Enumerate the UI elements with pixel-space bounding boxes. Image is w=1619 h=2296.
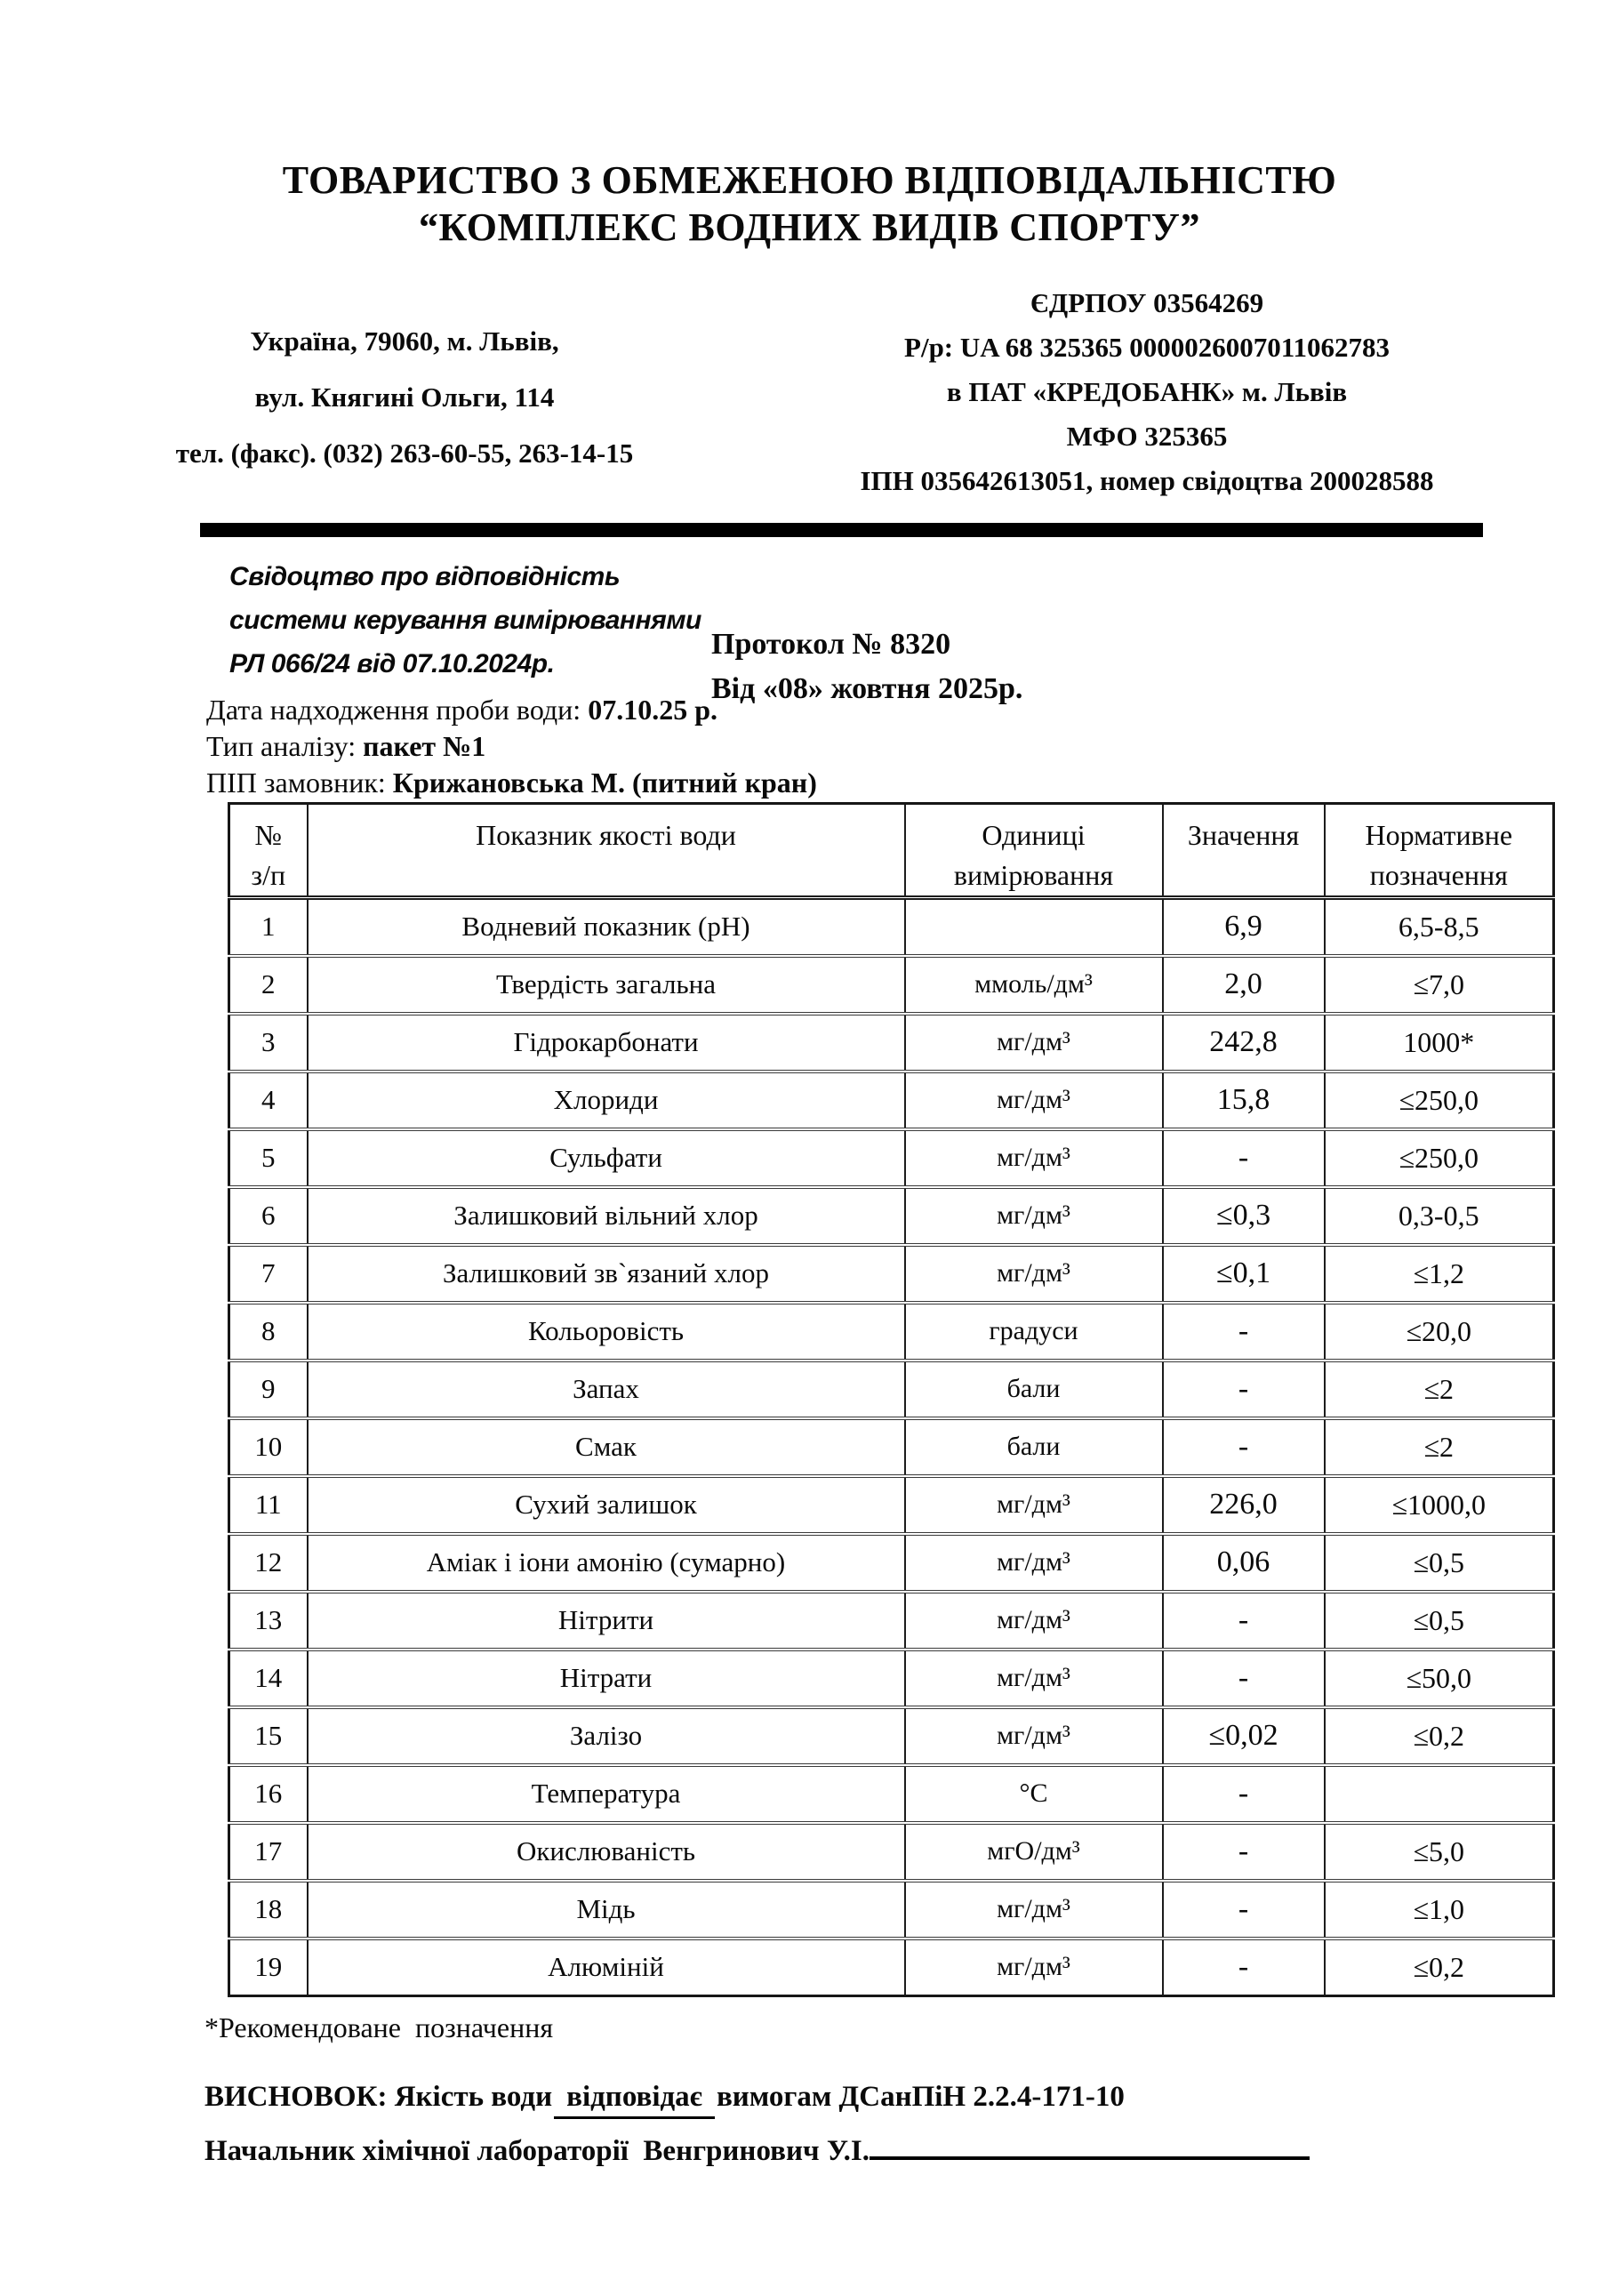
- cell-num: 7: [229, 1245, 308, 1303]
- cell-value: 242,8: [1163, 1014, 1325, 1072]
- cell-num: 8: [229, 1303, 308, 1361]
- cell-units: мг/дм³: [905, 1650, 1163, 1707]
- cell-indicator: Водневий показник (рН): [308, 898, 905, 956]
- cell-units: мг/дм³: [905, 1592, 1163, 1650]
- cell-units: мг/дм³: [905, 1534, 1163, 1592]
- cell-num: 10: [229, 1418, 308, 1476]
- client-line: [206, 765, 817, 801]
- signature-blank-line: [870, 2133, 1310, 2160]
- cell-norm: 6,5-8,5: [1325, 898, 1554, 956]
- cell-units: [905, 898, 1163, 956]
- cell-indicator: Хлориди: [308, 1072, 905, 1129]
- table-row: [229, 1765, 1554, 1823]
- cell-num: 18: [229, 1881, 308, 1939]
- conclusion-suffix: вимогам ДСанПіН 2.2.4-171-10: [716, 2081, 1125, 2113]
- cell-value: -: [1163, 1129, 1325, 1187]
- conclusion-verdict: відповідає: [554, 2077, 715, 2119]
- cell-indicator: Аміак і іони амонію (сумарно): [308, 1534, 905, 1592]
- table-row: [229, 1129, 1554, 1187]
- cell-value: -: [1163, 1765, 1325, 1823]
- table-row: [229, 956, 1554, 1014]
- company-title-line2: “КОМПЛЕКС ВОДНИХ ВИДІВ СПОРТУ”: [419, 205, 1200, 249]
- cell-value: -: [1163, 1361, 1325, 1418]
- bank-line: Р/р: UA 68 325365 0000026007011062783: [904, 332, 1390, 363]
- cell-norm: ≤2: [1325, 1418, 1554, 1476]
- cell-indicator: Мідь: [308, 1881, 905, 1939]
- cell-indicator: Залишковий вільний хлор: [308, 1187, 905, 1245]
- cell-norm: ≤250,0: [1325, 1129, 1554, 1187]
- cell-norm: 0,3-0,5: [1325, 1187, 1554, 1245]
- table-row: [229, 1707, 1554, 1765]
- cell-num: 4: [229, 1072, 308, 1129]
- certificate-note: [229, 555, 701, 686]
- cell-units: градуси: [905, 1303, 1163, 1361]
- cell-norm: ≤0,5: [1325, 1534, 1554, 1592]
- water-quality-table: [228, 802, 1555, 1997]
- cell-value: 15,8: [1163, 1072, 1325, 1129]
- cell-norm: ≤5,0: [1325, 1823, 1554, 1881]
- signature-title: Начальник хімічної лабораторії Венгринович У.І.: [204, 2135, 870, 2167]
- sample-date-value: 07.10.25 р.: [588, 694, 717, 726]
- cell-value: ≤0,3: [1163, 1187, 1325, 1245]
- header-indicator: Показник якості води: [308, 804, 905, 898]
- client-label: ПІП замовник:: [206, 767, 393, 799]
- cell-value: -: [1163, 1650, 1325, 1707]
- address-line: Україна, 79060, м. Львів,: [250, 325, 559, 357]
- analysis-type-label: Тип аналізу:: [206, 730, 364, 762]
- cell-norm: [1325, 1765, 1554, 1823]
- bank-line: ІПН 035642613051, номер свідоцтва 200028588: [860, 465, 1434, 496]
- cell-num: 17: [229, 1823, 308, 1881]
- cell-value: 226,0: [1163, 1476, 1325, 1534]
- table-row: [229, 898, 1554, 956]
- cell-units: ммоль/дм³: [905, 956, 1163, 1014]
- table-row: [229, 1650, 1554, 1707]
- cell-indicator: Температура: [308, 1765, 905, 1823]
- cell-units: мг/дм³: [905, 1881, 1163, 1939]
- cell-num: 1: [229, 898, 308, 956]
- certificate-line: системи керування вимірюваннями: [229, 606, 701, 635]
- header-num: № з/п: [229, 804, 308, 898]
- cell-indicator: Окислюваність: [308, 1823, 905, 1881]
- cell-norm: ≤0,2: [1325, 1939, 1554, 1996]
- analysis-type-value: пакет №1: [363, 730, 486, 762]
- cell-units: мг/дм³: [905, 1939, 1163, 1996]
- cell-units: °С: [905, 1765, 1163, 1823]
- conclusion-line: [204, 2077, 1310, 2119]
- table-row: [229, 1939, 1554, 1996]
- cell-units: мг/дм³: [905, 1707, 1163, 1765]
- cell-units: мг/дм³: [905, 1187, 1163, 1245]
- table-header-row: [229, 804, 1554, 898]
- cell-num: 13: [229, 1592, 308, 1650]
- sample-info: [206, 692, 817, 801]
- cell-units: мг/дм³: [905, 1072, 1163, 1129]
- footnote: *Рекомендоване позначення: [204, 2011, 554, 2043]
- cell-units: мг/дм³: [905, 1476, 1163, 1534]
- sample-date-label: Дата надходження проби води:: [206, 694, 589, 726]
- address-line: вул. Княгині Ольги, 114: [254, 381, 555, 413]
- cell-units: мг/дм³: [905, 1014, 1163, 1072]
- cell-value: -: [1163, 1592, 1325, 1650]
- table-row: [229, 1592, 1554, 1650]
- cell-norm: ≤1,2: [1325, 1245, 1554, 1303]
- cell-num: 2: [229, 956, 308, 1014]
- cell-norm: ≤0,2: [1325, 1707, 1554, 1765]
- client-value: Крижановська М. (питний кран): [392, 767, 817, 799]
- cell-norm: ≤1,0: [1325, 1881, 1554, 1939]
- cell-value: -: [1163, 1823, 1325, 1881]
- cell-num: 12: [229, 1534, 308, 1592]
- table-row: [229, 1476, 1554, 1534]
- cell-indicator: Алюміній: [308, 1939, 905, 1996]
- bank-line: в ПАТ «КРЕДОБАНК» м. Львів: [946, 376, 1348, 407]
- bank-line: ЄДРПОУ 03564269: [1030, 287, 1264, 318]
- header-value: Значення: [1163, 804, 1325, 898]
- cell-num: 14: [229, 1650, 308, 1707]
- conclusion-prefix: ВИСНОВОК: Якість води: [204, 2081, 553, 2113]
- cell-norm: ≤7,0: [1325, 956, 1554, 1014]
- table-row: [229, 1014, 1554, 1072]
- certificate-line: Свідоцтво про відповідність: [229, 562, 621, 591]
- cell-units: бали: [905, 1361, 1163, 1418]
- cell-indicator: Сульфати: [308, 1129, 905, 1187]
- cell-norm: ≤0,5: [1325, 1592, 1554, 1650]
- cell-units: мг/дм³: [905, 1245, 1163, 1303]
- cell-num: 3: [229, 1014, 308, 1072]
- cell-units: бали: [905, 1418, 1163, 1476]
- table-row: [229, 1361, 1554, 1418]
- table-row: [229, 1072, 1554, 1129]
- cell-norm: ≤20,0: [1325, 1303, 1554, 1361]
- cell-norm: ≤50,0: [1325, 1650, 1554, 1707]
- cell-value: -: [1163, 1939, 1325, 1996]
- cell-num: 19: [229, 1939, 308, 1996]
- cell-value: -: [1163, 1303, 1325, 1361]
- cell-norm: ≤250,0: [1325, 1072, 1554, 1129]
- header-units: Одиниці вимірювання: [905, 804, 1163, 898]
- analysis-type-line: [206, 728, 817, 765]
- cell-indicator: Смак: [308, 1418, 905, 1476]
- sample-date-line: [206, 692, 817, 728]
- cell-indicator: Запах: [308, 1361, 905, 1418]
- cell-num: 6: [229, 1187, 308, 1245]
- cell-norm: ≤2: [1325, 1361, 1554, 1418]
- conclusion-block: [204, 2077, 1310, 2171]
- cell-value: 6,9: [1163, 898, 1325, 956]
- cell-indicator: Нітрати: [308, 1650, 905, 1707]
- company-bank-block: [778, 281, 1516, 503]
- table-row: [229, 1534, 1554, 1592]
- cell-indicator: Залишковий зв`язаний хлор: [308, 1245, 905, 1303]
- bank-line: МФО 325365: [1066, 421, 1228, 452]
- cell-value: 0,06: [1163, 1534, 1325, 1592]
- cell-value: -: [1163, 1418, 1325, 1476]
- cell-indicator: Сухий залишок: [308, 1476, 905, 1534]
- table-row: [229, 1245, 1554, 1303]
- cell-value: 2,0: [1163, 956, 1325, 1014]
- protocol-number: Протокол № 8320: [711, 628, 951, 661]
- cell-indicator: Нітрити: [308, 1592, 905, 1650]
- cell-norm: 1000*: [1325, 1014, 1554, 1072]
- cell-units: мг/дм³: [905, 1129, 1163, 1187]
- table-row: [229, 1823, 1554, 1881]
- cell-value: ≤0,02: [1163, 1707, 1325, 1765]
- header-norm: Нормативне позначення: [1325, 804, 1554, 898]
- signature-line: [204, 2131, 1310, 2171]
- certificate-line: РЛ 066/24 від 07.10.2024р.: [229, 649, 555, 678]
- table-row: [229, 1881, 1554, 1939]
- cell-norm: ≤1000,0: [1325, 1476, 1554, 1534]
- cell-indicator: Гідрокарбонати: [308, 1014, 905, 1072]
- cell-indicator: Кольоровість: [308, 1303, 905, 1361]
- protocol-date: Від «08» жовтня 2025р.: [711, 672, 1023, 705]
- divider-bar: [200, 523, 1483, 537]
- cell-num: 15: [229, 1707, 308, 1765]
- cell-num: 5: [229, 1129, 308, 1187]
- company-address-block: [133, 313, 676, 481]
- cell-value: -: [1163, 1881, 1325, 1939]
- company-title: [0, 157, 1619, 251]
- cell-num: 11: [229, 1476, 308, 1534]
- table-row: [229, 1303, 1554, 1361]
- table-row: [229, 1418, 1554, 1476]
- cell-num: 16: [229, 1765, 308, 1823]
- cell-indicator: Твердість загальна: [308, 956, 905, 1014]
- address-line: тел. (факс). (032) 263-60-55, 263-14-15: [175, 438, 634, 469]
- cell-units: мгО/дм³: [905, 1823, 1163, 1881]
- company-title-line1: ТОВАРИСТВО З ОБМЕЖЕНОЮ ВІДПОВІДАЛЬНІСТЮ: [282, 158, 1337, 202]
- cell-indicator: Залізо: [308, 1707, 905, 1765]
- cell-value: ≤0,1: [1163, 1245, 1325, 1303]
- cell-num: 9: [229, 1361, 308, 1418]
- table-row: [229, 1187, 1554, 1245]
